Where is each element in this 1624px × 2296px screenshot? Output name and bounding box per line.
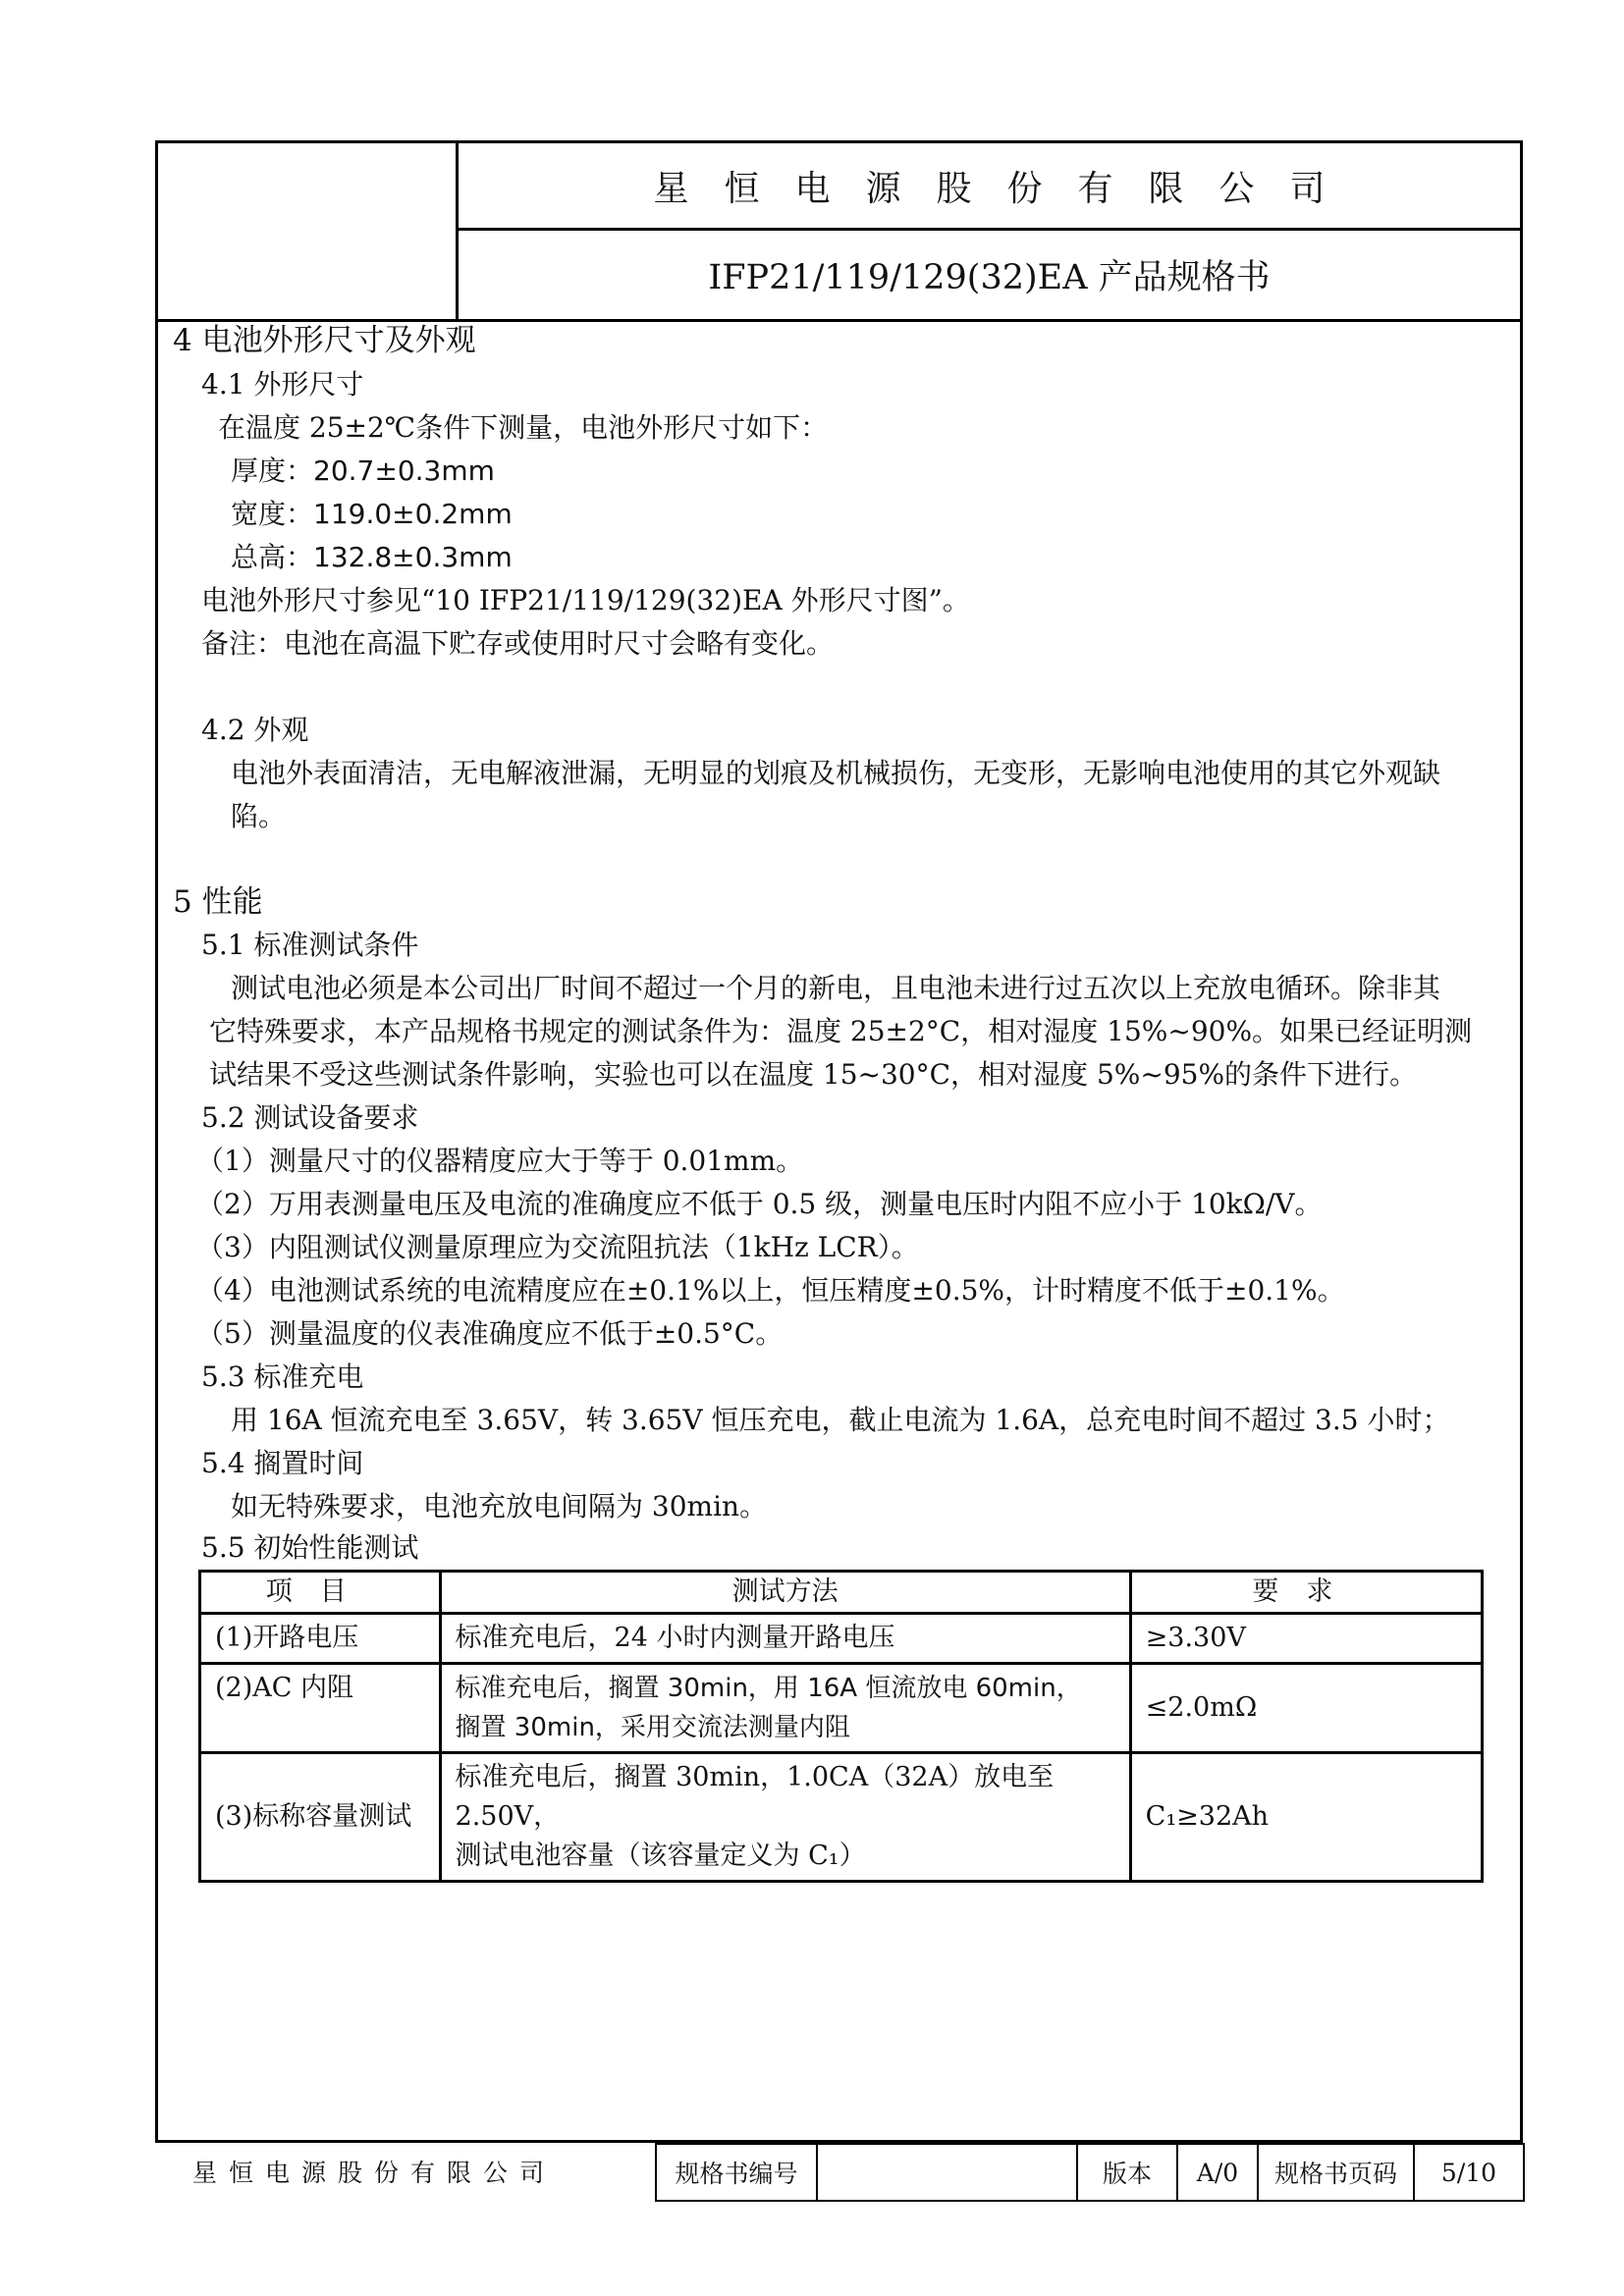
section-4-2-text-line2: 陷。 — [231, 800, 287, 832]
table-cell-method — [440, 1614, 1130, 1664]
height-row — [231, 541, 513, 574]
thickness-value: 20.7±0.3mm — [313, 454, 495, 487]
method-line: 标准充电后，搁置 30min，用 16A 恒流放电 60min， — [455, 1674, 1082, 1703]
section-5-2-title: 5.2 测试设备要求 — [201, 1101, 419, 1134]
width-label: 宽度： — [231, 498, 314, 530]
table-cell-item: (2)AC 内阻 — [200, 1664, 441, 1753]
footer-page-label: 规格书页码 — [1258, 2144, 1414, 2201]
table-cell-requirement: C₁≥32Ah — [1130, 1753, 1482, 1882]
section-4-1-title: 4.1 外形尺寸 — [201, 368, 364, 400]
header-company-name: 星恒电源股份有限公司 — [459, 143, 1520, 231]
height-value: 132.8±0.3mm — [313, 541, 513, 573]
section-5-4-title: 5.4 搁置时间 — [201, 1447, 364, 1479]
section-4-2-title: 4.2 外观 — [201, 714, 309, 746]
section-5-4-text: 如无特殊要求，电池充放电间隔为 30min。 — [231, 1490, 768, 1522]
footer-page-value: 5/10 — [1414, 2144, 1524, 2201]
header-divider — [158, 319, 1520, 322]
table-header-requirement: 要求 — [1130, 1572, 1482, 1614]
section-5-1-title: 5.1 标准测试条件 — [201, 929, 419, 961]
equipment-item: （2）万用表测量电压及电流的准确度应不低于 0.5 级，测量电压时内阻不应小于 10kΩ/V。 — [196, 1188, 1323, 1220]
method-line: 标准充电后，搁置 30min，1.0CA（32A）放电至 2.50V， — [455, 1762, 1055, 1832]
section-5-1-text-line3: 试结果不受这些测试条件影响，实验也可以在温度 15~30°C，相对湿度 5%~95%的条件下进行。 — [209, 1058, 1418, 1091]
method-line: 测试电池容量（该容量定义为 C₁） — [455, 1841, 866, 1871]
height-label: 总高： — [231, 541, 314, 573]
initial-performance-table — [198, 1570, 1484, 1883]
table-cell-item: (3)标称容量测试 — [200, 1753, 441, 1882]
section-5-1-text-line2: 它特殊要求，本产品规格书规定的测试条件为：温度 25±2°C，相对湿度 15%~90%。如果已经证明测 — [209, 1015, 1473, 1047]
footer-version-label: 版本 — [1077, 2144, 1177, 2201]
section-5-1-text-line1: 测试电池必须是本公司出厂时间不超过一个月的新电，且电池未进行过五次以上充放电循环。除非其 — [231, 972, 1441, 1004]
table-header-method: 测试方法 — [440, 1572, 1130, 1614]
width-row — [231, 498, 513, 531]
section-4-1-reference: 电池外形尺寸参见“10 IFP21/119/129(32)EA 外形尺寸图”。 — [201, 584, 970, 616]
equipment-item: （4）电池测试系统的电流精度应在±0.1%以上，恒压精度±0.5%，计时精度不低于±0.1%。 — [196, 1274, 1345, 1307]
table-row — [200, 1753, 1483, 1882]
thickness-row — [231, 454, 495, 488]
equipment-item: （5）测量温度的仪表准确度应不低于±0.5°C。 — [196, 1317, 784, 1350]
section-4-1-note: 备注：电池在高温下贮存或使用时尺寸会略有变化。 — [201, 627, 835, 660]
table-cell-method — [440, 1753, 1130, 1882]
section-5-3-title: 5.3 标准充电 — [201, 1361, 364, 1393]
footer-info-table — [655, 2143, 1525, 2202]
thickness-label: 厚度： — [231, 454, 314, 487]
section-4-1-intro: 在温度 25±2℃条件下测量，电池外形尺寸如下： — [218, 411, 829, 444]
equipment-item: （1）测量尺寸的仪器精度应大于等于 0.01mm。 — [196, 1145, 804, 1177]
table-row — [200, 1614, 1483, 1664]
header-document-title: IFP21/119/129(32)EA 产品规格书 — [708, 258, 1271, 297]
section-4-title: 4 电池外形尺寸及外观 — [173, 323, 476, 358]
width-value: 119.0±0.2mm — [313, 498, 513, 530]
method-line: 搁置 30min，采用交流法测量内阻 — [455, 1713, 850, 1742]
equipment-item: （3）内阻测试仪测量原理应为交流阻抗法（1kHz LCR）。 — [196, 1231, 919, 1263]
footer-company-name: 星恒电源股份有限公司 — [192, 2159, 557, 2187]
table-cell-item: (1)开路电压 — [200, 1614, 441, 1664]
header-logo-cell — [158, 143, 459, 319]
table-cell-method — [440, 1664, 1130, 1753]
section-4-2-text-line1: 电池外表面清洁，无电解液泄漏，无明显的划痕及机械损伤，无变形，无影响电池使用的其它外观缺 — [231, 757, 1441, 789]
method-line: 标准充电后，24 小时内测量开路电压 — [455, 1623, 895, 1653]
table-cell-requirement: ≤2.0mΩ — [1130, 1664, 1482, 1753]
section-5-5-title: 5.5 初始性能测试 — [201, 1531, 419, 1564]
table-cell-requirement: ≥3.30V — [1130, 1614, 1482, 1664]
footer-spec-no-value — [817, 2144, 1077, 2201]
table-header-row — [200, 1572, 1483, 1614]
footer-version-value: A/0 — [1177, 2144, 1258, 2201]
table-header-item: 项目 — [200, 1572, 441, 1614]
section-5-title: 5 性能 — [173, 884, 263, 920]
section-5-3-text: 用 16A 恒流充电至 3.65V，转 3.65V 恒压充电，截止电流为 1.6A，总充电时间不超过 3.5 小时； — [231, 1404, 1450, 1436]
table-row — [200, 1664, 1483, 1753]
footer-spec-no-label: 规格书编号 — [656, 2144, 817, 2201]
